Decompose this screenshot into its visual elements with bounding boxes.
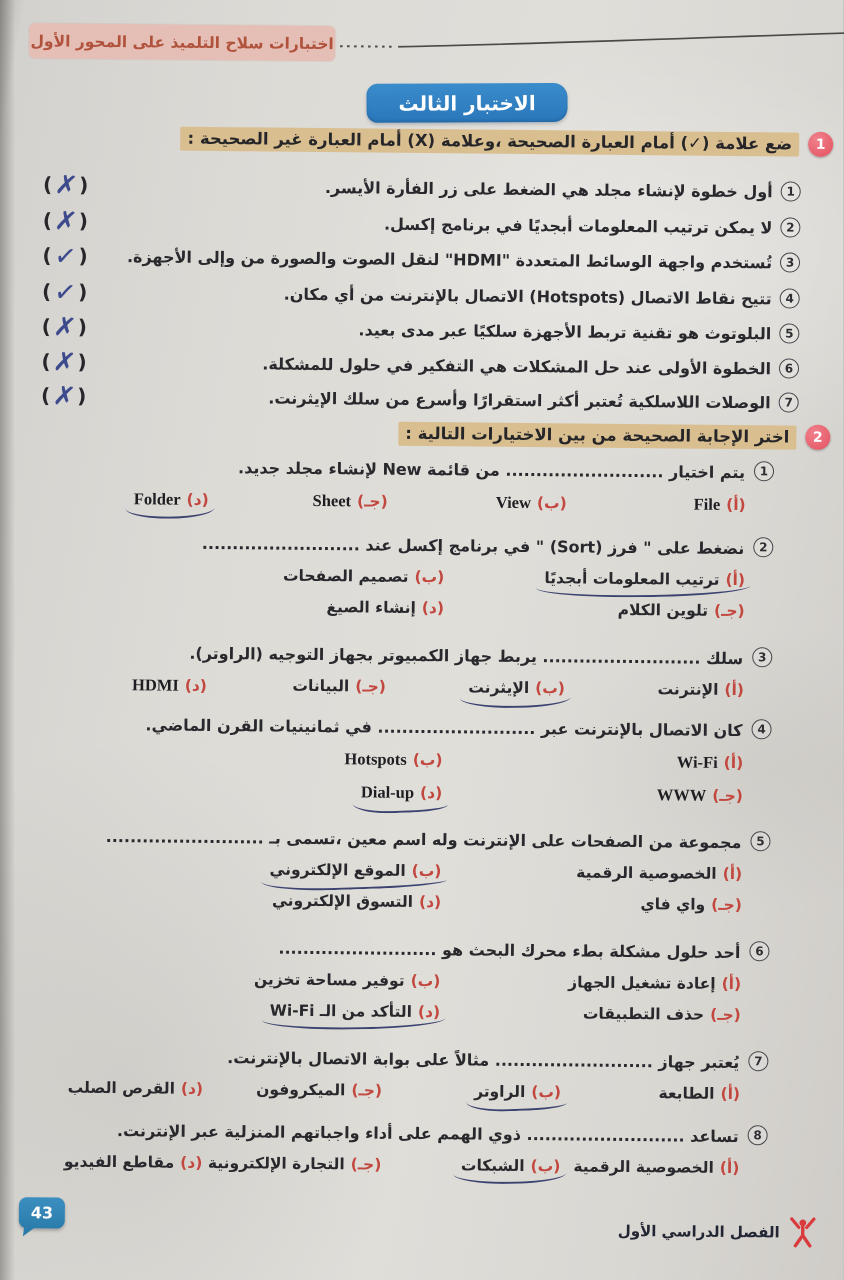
option-text: الميكروفون xyxy=(257,1080,347,1100)
answer-mark xyxy=(38,167,96,202)
option xyxy=(569,973,742,993)
option xyxy=(678,752,745,773)
paren-open: ( xyxy=(42,349,52,374)
mcq-question xyxy=(30,530,774,561)
option xyxy=(641,895,743,914)
option-correct xyxy=(362,782,444,803)
option xyxy=(69,1079,205,1098)
mcq-question-text: نضغط على " فرز (Sort) " في برنامج إكسل عند .......................... xyxy=(202,533,746,559)
footer xyxy=(619,1214,820,1250)
statement-row xyxy=(36,345,800,384)
mcq-item xyxy=(27,824,772,914)
option-letter: (د) xyxy=(181,1153,204,1172)
question-2-number-badge: 2 xyxy=(806,425,831,450)
option xyxy=(209,1154,383,1174)
handwritten-x-mark: ✗ xyxy=(53,167,80,202)
option-text: واي فاي xyxy=(641,895,707,914)
option-text: View xyxy=(496,492,533,513)
statement-row xyxy=(36,379,800,418)
option-text: ترتيب المعلومات أبجديًا xyxy=(545,569,721,589)
page-number-badge xyxy=(20,1197,66,1228)
question-1-number-badge: 1 xyxy=(809,132,834,157)
paren-close: ) xyxy=(78,383,88,408)
option-text: الشبكات xyxy=(461,1156,526,1176)
option-text: Wi-Fi xyxy=(677,752,719,772)
answer-mark xyxy=(37,274,95,309)
mcq-number: 6 xyxy=(750,941,770,961)
options-row xyxy=(29,674,745,701)
statement-text: تُستخدم واجهة الوسائط المتعددة "HDMI" لنقل الصوت والصورة من وإلى الأجهزة. xyxy=(127,246,774,272)
mcq-question xyxy=(25,1118,769,1149)
mcq-question xyxy=(31,454,775,485)
question-2-prompt: اختر الإجابة الصحيحة من بين الاختيارات التالية : xyxy=(399,422,797,450)
mcq-number: 8 xyxy=(749,1125,769,1145)
option-text: القرص الصلب xyxy=(68,1078,177,1098)
option-text: التأكد من الـ Wi-Fi xyxy=(270,1001,414,1021)
statement-number: 4 xyxy=(781,288,801,308)
option-text: Dial-up xyxy=(361,782,416,802)
mcq-item xyxy=(29,640,773,701)
option-letter: (جـ) xyxy=(351,1155,383,1174)
mcq-question xyxy=(28,712,772,743)
option-text: إنشاء الصيغ xyxy=(327,598,417,617)
statement-text: الخطوة الأولى عند حل المشكلات هي التفكير في حلول للمشكلة. xyxy=(263,353,773,378)
semester-label: الفصل الدراسي الأول xyxy=(618,1221,781,1242)
mcq-item xyxy=(24,1118,768,1177)
option xyxy=(284,567,445,587)
options-grid xyxy=(28,746,744,806)
option-correct xyxy=(462,1156,562,1175)
statement-number: 6 xyxy=(780,358,800,378)
question-2-header xyxy=(31,416,831,451)
option-letter: (ب) xyxy=(411,971,442,991)
paren-open: ( xyxy=(43,243,53,268)
answer-mark xyxy=(37,238,95,273)
option-text: إعادة تشغيل الجهاز xyxy=(569,973,717,993)
mcq-number: 2 xyxy=(754,537,774,557)
option-letter: (ب) xyxy=(531,1157,562,1176)
option-letter: (أ) xyxy=(722,974,743,994)
option xyxy=(584,1005,742,1025)
option-text: مقاطع الفيديو xyxy=(64,1152,176,1172)
option xyxy=(273,892,442,912)
option-text: HDMI xyxy=(132,675,180,695)
option-text: الطابعة xyxy=(659,1084,716,1103)
mcq-item xyxy=(28,712,773,806)
option xyxy=(293,677,387,698)
paren-open: ( xyxy=(43,208,54,233)
mcq-question-text: أحد حلول مشكلة بطء محرك البحث هو .......................... xyxy=(279,938,742,963)
option-letter: (جـ) xyxy=(712,895,743,915)
option-text: حذف التطبيقات xyxy=(583,1004,706,1024)
mcq-question-text: كان الاتصال بالإنترنت عبر .......................... في ثمانينيات القرن الماضي. xyxy=(146,715,744,741)
option xyxy=(497,493,568,514)
paren-close: ) xyxy=(79,208,90,233)
statement-text: تتيح نقاط الاتصال (Hotspots) الاتصال بالإنترنت من أي مكان. xyxy=(284,284,773,308)
mcq-item xyxy=(31,454,775,515)
option-text: تصميم الصفحات xyxy=(283,566,410,586)
statement-number: 3 xyxy=(781,252,801,272)
answer-mark xyxy=(36,378,94,413)
statement-text: أول خطوة لإنشاء مجلد هي الضغط على زر الفأرة الأيسر. xyxy=(325,177,774,201)
option-letter: (د) xyxy=(422,599,446,618)
option xyxy=(658,680,745,701)
option-letter: (جـ) xyxy=(357,492,389,511)
paren-open: ( xyxy=(42,279,53,304)
handwritten-x-mark: ✗ xyxy=(52,344,78,379)
option-correct xyxy=(475,1083,562,1102)
options-row xyxy=(31,488,747,515)
statement-row xyxy=(38,168,802,207)
mcq-item xyxy=(25,1044,769,1103)
statement-number: 5 xyxy=(780,323,800,343)
question-1-header xyxy=(34,123,834,158)
statement-number: 2 xyxy=(781,217,801,237)
mcq-question-text: يتم اختيار .......................... من قائمة New لإنشاء مجلد جديد. xyxy=(238,458,747,483)
statement-number: 1 xyxy=(782,181,802,201)
option-letter: (أ) xyxy=(726,570,747,590)
option-letter: (أ) xyxy=(721,1084,742,1104)
option-letter: (د) xyxy=(418,1002,442,1022)
option-letter: (جـ) xyxy=(356,677,388,696)
page-number: 43 xyxy=(31,1203,55,1223)
mcq-item xyxy=(26,934,771,1024)
mcq-question xyxy=(27,824,771,855)
option-text: الموقع الإلكتروني xyxy=(270,860,407,880)
series-label: اختبارات سلاح التلميذ على المحور الأول xyxy=(31,31,335,53)
option-text: الخصوصية الرقمية xyxy=(574,1157,715,1177)
option-text: تلوين الكلام xyxy=(618,600,710,620)
option-letter: (د) xyxy=(187,490,210,509)
option xyxy=(574,1157,740,1177)
brand-figure-icon xyxy=(788,1216,820,1250)
mcq-number: 3 xyxy=(753,647,773,667)
handwritten-x-mark: ✗ xyxy=(52,309,79,344)
option-correct xyxy=(135,489,210,510)
option-letter: (ب) xyxy=(536,679,567,698)
option xyxy=(313,491,388,512)
statement-row xyxy=(37,239,801,278)
test-title-badge xyxy=(367,83,568,123)
option-letter: (أ) xyxy=(723,864,744,884)
option xyxy=(659,1084,741,1103)
paren-close: ) xyxy=(78,314,89,339)
option-correct xyxy=(469,678,566,699)
option xyxy=(327,598,445,617)
option-correct xyxy=(270,861,442,881)
statement-row xyxy=(37,204,801,243)
mcq-question xyxy=(29,640,773,671)
option-text: الخصوصية الرقمية xyxy=(577,863,718,883)
option-letter: (ب) xyxy=(413,750,444,770)
option-letter: (ب) xyxy=(412,861,443,881)
option-text: WWW xyxy=(657,785,708,805)
option-text: File xyxy=(694,494,722,514)
options-grid xyxy=(27,858,743,914)
statement-row xyxy=(37,275,801,314)
paren-close: ) xyxy=(80,172,90,197)
option xyxy=(577,864,743,884)
paren-open: ( xyxy=(44,172,54,197)
mcq-question xyxy=(26,934,770,965)
answer-mark xyxy=(36,344,94,379)
option-letter: (جـ) xyxy=(711,1005,742,1025)
option xyxy=(255,970,442,990)
option-letter: (د) xyxy=(419,892,443,912)
option-letter: (جـ) xyxy=(352,1081,384,1100)
option-text: البيانات xyxy=(293,676,351,696)
option xyxy=(619,601,746,620)
mcq-number: 1 xyxy=(755,461,775,481)
mcq-question xyxy=(25,1044,769,1075)
option-letter: (جـ) xyxy=(713,786,744,806)
option-letter: (جـ) xyxy=(714,601,746,621)
options-row xyxy=(25,1078,741,1103)
option-text: Sheet xyxy=(313,490,353,511)
option-correct xyxy=(545,569,746,589)
handwritten-x-mark: ✗ xyxy=(53,203,80,238)
option-letter: (ب) xyxy=(537,494,568,513)
handwritten-x-mark: ✗ xyxy=(51,378,78,413)
series-header-chip xyxy=(30,23,336,61)
paren-close: ) xyxy=(79,243,89,268)
option xyxy=(133,675,208,696)
option-letter: (أ) xyxy=(727,495,747,515)
handwritten-check-mark: ✓ xyxy=(53,238,79,273)
statement-number: 7 xyxy=(780,392,800,412)
option-text: توفير مساحة تخزين xyxy=(254,970,406,990)
options-grid xyxy=(26,968,742,1024)
handwritten-check-mark: ✓ xyxy=(52,274,79,309)
statement-row xyxy=(36,310,800,349)
question-1-prompt: ضع علامة (✓) أمام العبارة الصحيحة ،وعلامة (X) أمام العبارة غير الصحيحة : xyxy=(181,127,800,157)
answer-mark xyxy=(36,309,94,344)
option-correct xyxy=(271,1002,441,1022)
option-letter: (أ) xyxy=(720,1158,741,1178)
statement-text: الوصلات اللاسلكية تُعتبر أكثر استقرارًا وأسرع من سلك الإيثرنت. xyxy=(269,388,772,412)
mcq-number: 7 xyxy=(749,1051,769,1071)
mcq-question-text: مجموعة من الصفحات على الإنترنت وله اسم معين ،تسمى بـ .......................... xyxy=(106,826,743,853)
option-text: التجارة الإلكترونية xyxy=(208,1153,346,1174)
option-text: Hotspots xyxy=(345,749,408,769)
option-letter: (ب) xyxy=(415,567,446,587)
options-grid xyxy=(30,564,746,620)
mcq-number: 5 xyxy=(751,831,771,851)
option-text: الراوتر xyxy=(475,1082,527,1102)
option xyxy=(65,1153,204,1172)
statement-text: البلوتوث هو تقنية تربط الأجهزة سلكيًا عبر مدى بعيد. xyxy=(359,319,773,343)
option-letter: (ب) xyxy=(532,1083,563,1102)
paren-open: ( xyxy=(42,314,53,339)
mcq-question-text: يُعتبر جهاز .......................... مثالاً على بوابة الاتصال بالإنترنت. xyxy=(228,1048,741,1073)
option-text: الإنترنت xyxy=(658,680,720,699)
option xyxy=(257,1080,383,1099)
options-row xyxy=(24,1152,740,1177)
test-title: الاختبار الثالث xyxy=(399,90,537,116)
option-letter: (د) xyxy=(420,784,444,803)
mcq-question-text: تساعد .......................... ذوي الهمم على أداء واجباتهم المنزلية عبر الإنترنت. xyxy=(117,1121,740,1147)
mcq-number: 4 xyxy=(752,719,772,739)
answer-mark xyxy=(37,203,95,238)
option xyxy=(695,495,747,515)
option-text: الإيثرنت xyxy=(469,678,531,698)
option-letter: (د) xyxy=(181,1079,205,1098)
mcq-question-text: سلك .......................... يربط جهاز الكمبيوتر بجهاز التوجيه (الراوتر). xyxy=(190,643,745,669)
option-text: التسوق الإلكتروني xyxy=(272,891,415,911)
option-letter: (أ) xyxy=(725,680,746,700)
option-letter: (د) xyxy=(185,676,209,695)
mcq-item xyxy=(30,530,775,620)
option xyxy=(345,749,443,770)
option xyxy=(658,785,744,806)
paren-open: ( xyxy=(41,383,52,408)
statement-text: لا يمكن ترتيب المعلومات أبجديًا في برنامج إكسل. xyxy=(384,214,774,237)
paren-close: ) xyxy=(79,279,89,304)
paren-close: ) xyxy=(78,349,88,374)
option-letter: (أ) xyxy=(724,753,745,773)
option-text: Folder xyxy=(134,489,182,509)
